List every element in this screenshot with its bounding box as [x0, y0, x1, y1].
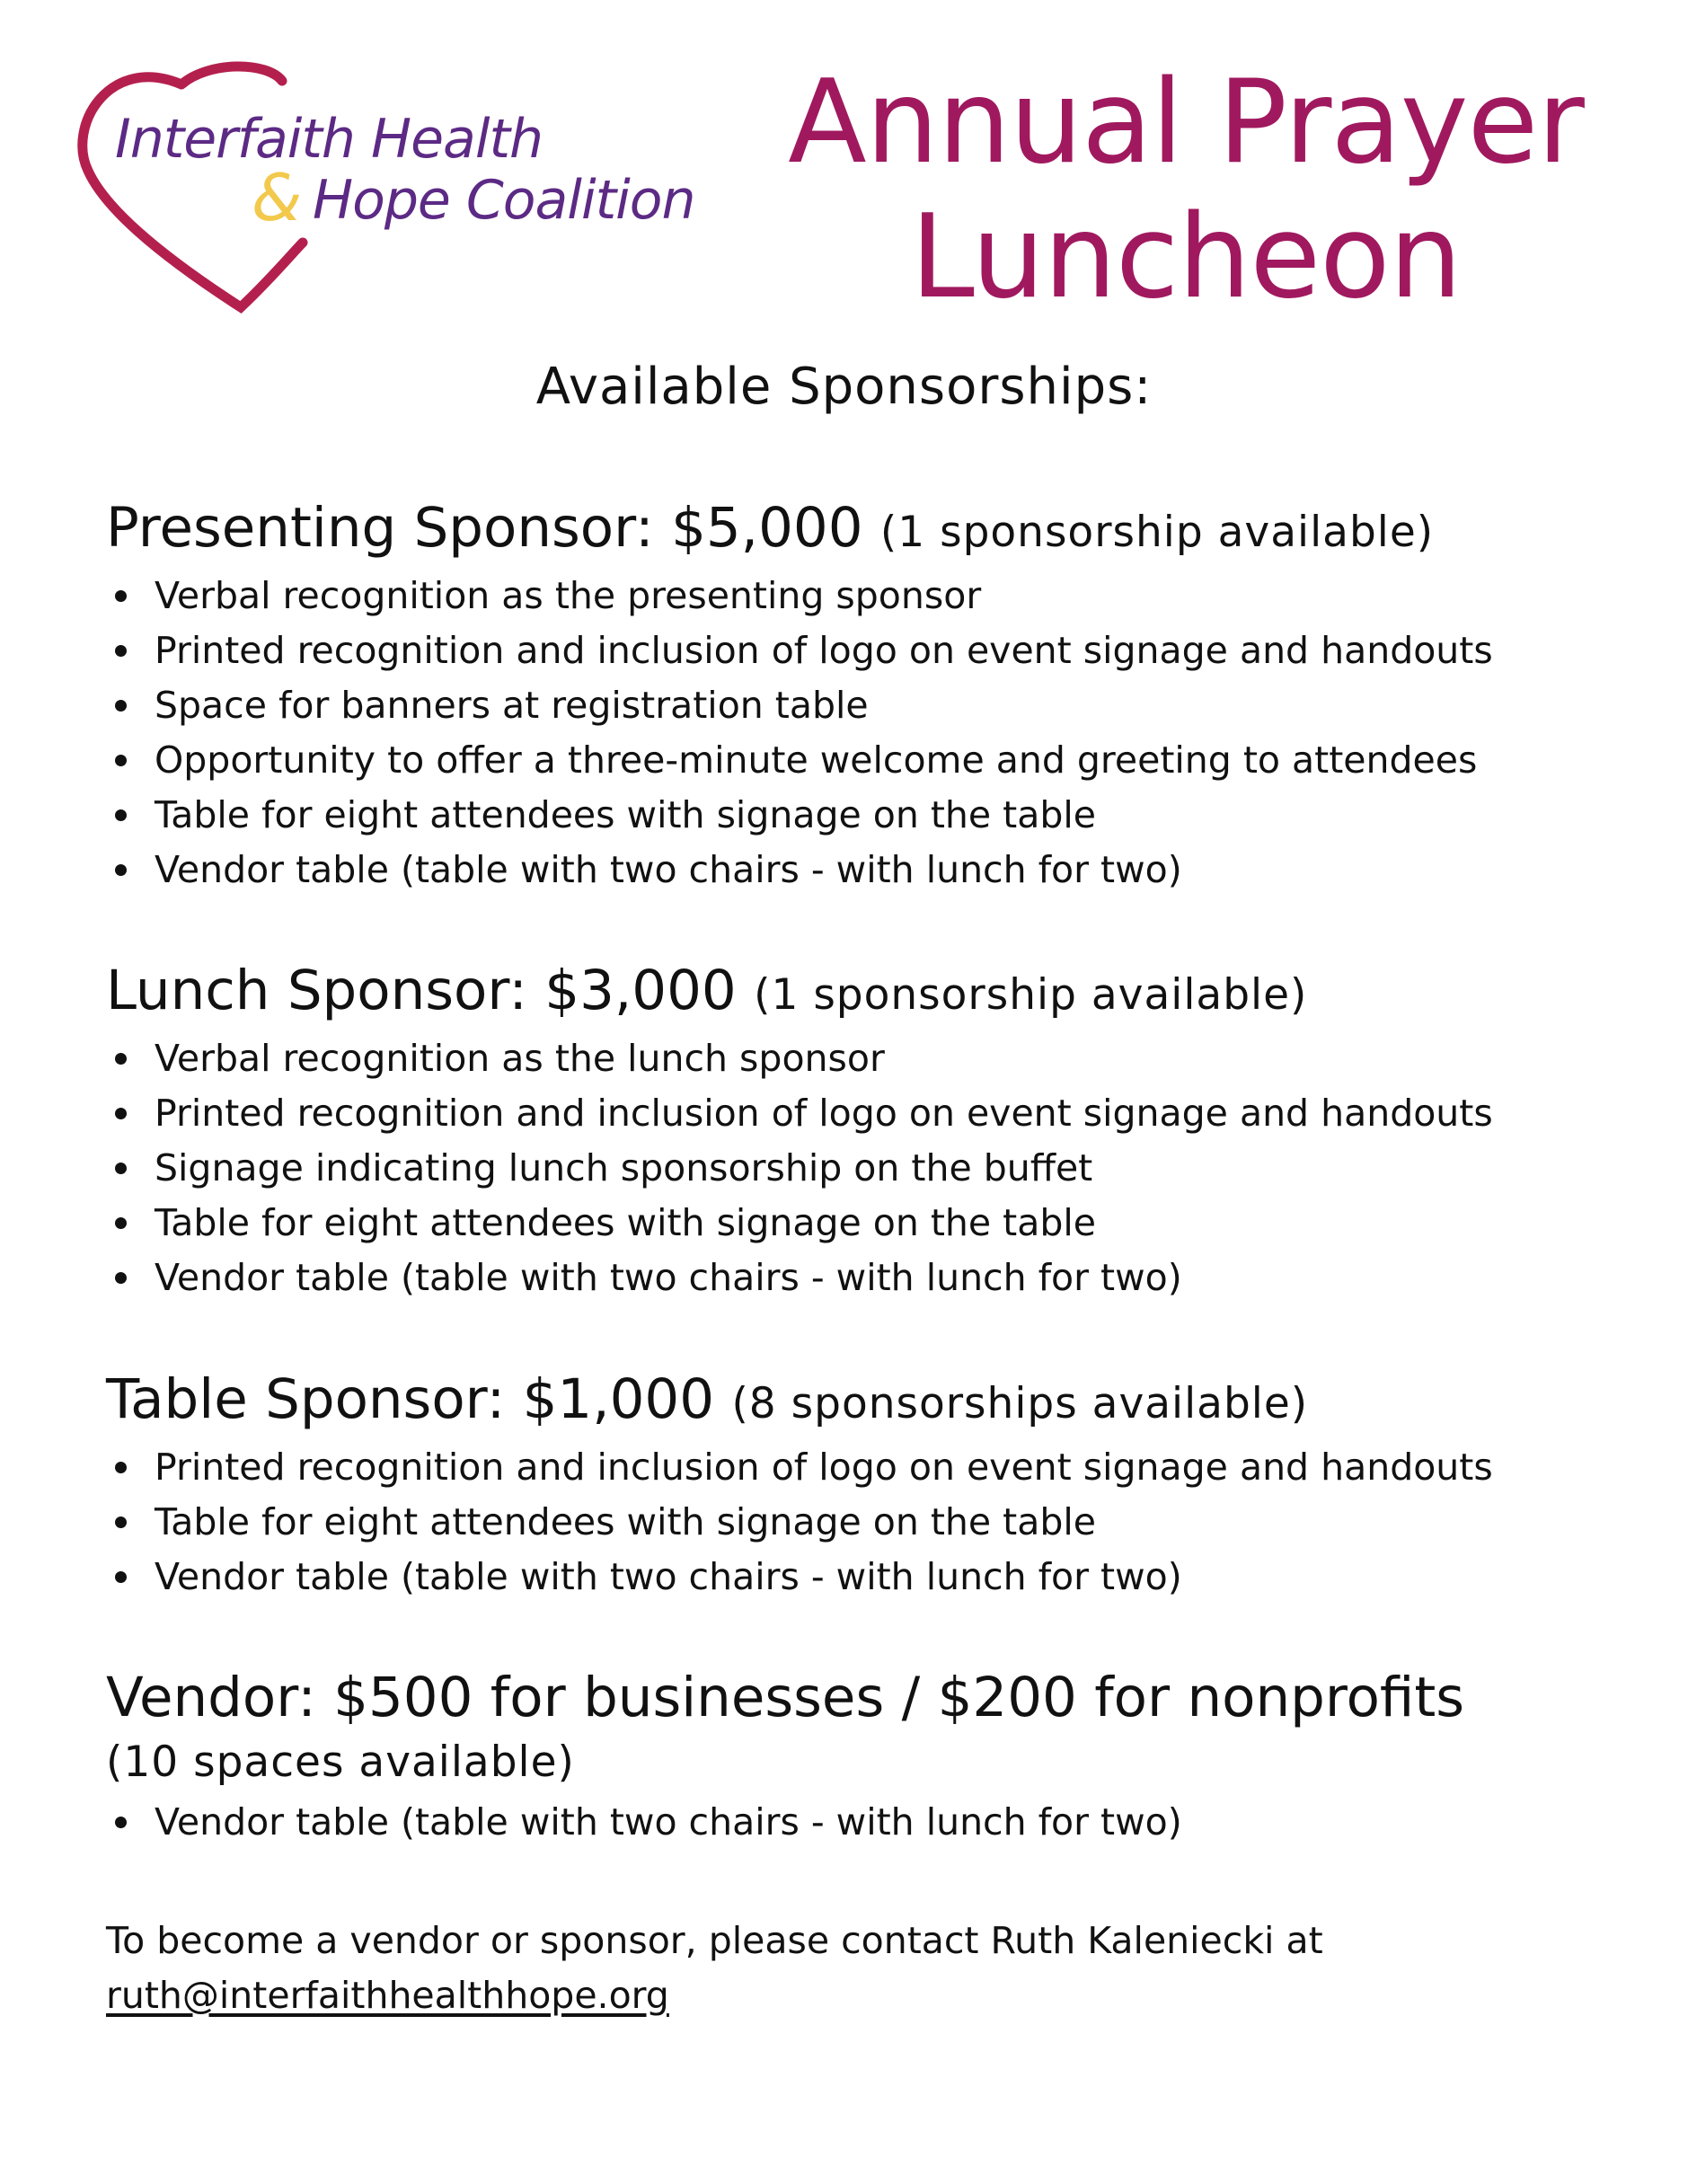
list-item-text: Printed recognition and inclusion of logo on event signage and handouts: [155, 1092, 1493, 1135]
bullet-icon: [115, 864, 127, 876]
logo-text-line2-label: Hope Coalition: [313, 169, 695, 232]
benefit-list: [106, 569, 1633, 897]
list-item: [106, 1141, 1633, 1196]
logo-text-line2: [253, 169, 695, 232]
section-availability: (8 sponsorships available): [731, 1379, 1309, 1428]
list-item: [106, 733, 1633, 788]
section-vendor: [106, 1664, 1633, 1850]
bullet-icon: [115, 1053, 127, 1065]
bullet-icon: [115, 1462, 127, 1473]
list-item-text: Verbal recognition as the lunch sponsor: [155, 1037, 885, 1080]
list-item: [106, 569, 1633, 623]
bullet-icon: [115, 1571, 127, 1583]
list-item-text: Signage indicating lunch sponsorship on the buffet: [155, 1146, 1093, 1189]
list-item-text: Table for eight attendees with signage on the table: [155, 793, 1097, 836]
benefit-list: [106, 1795, 1633, 1850]
section-availability: (1 sponsorship available): [879, 508, 1435, 557]
page-title-line1: Annual Prayer: [788, 56, 1584, 190]
section-title: Vendor: $500 for businesses / $200 for nonprofits: [106, 1666, 1465, 1729]
page-title-line2: Luncheon: [910, 190, 1462, 324]
list-item: [106, 678, 1633, 733]
section-heading: [106, 494, 1633, 567]
list-item-text: Printed recognition and inclusion of logo on event signage and handouts: [155, 1446, 1493, 1489]
list-item: [106, 623, 1633, 678]
contact-text: To become a vendor or sponsor, please contact Ruth Kaleniecki at: [106, 1919, 1323, 1962]
section-table-sponsor: [106, 1366, 1633, 1605]
list-item-text: Space for banners at registration table: [155, 684, 869, 727]
list-item: [106, 1795, 1633, 1850]
section-title: Table Sponsor: $1,000: [106, 1367, 715, 1431]
list-item-text: Table for eight attendees with signage on the table: [155, 1201, 1097, 1244]
list-item-text: Verbal recognition as the presenting sponsor: [155, 574, 982, 617]
benefit-list: [106, 1031, 1633, 1305]
section-availability: (10 spaces available): [106, 1737, 575, 1787]
list-item: [106, 1251, 1633, 1305]
section-heading: [106, 1366, 1633, 1438]
bullet-icon: [115, 1272, 127, 1284]
logo-ampersand: &: [252, 160, 303, 235]
list-item: [106, 1550, 1633, 1605]
list-item-text: Printed recognition and inclusion of logo on event signage and handouts: [155, 629, 1493, 672]
page-title: [710, 56, 1662, 325]
bullet-icon: [115, 700, 127, 712]
contact-email-link[interactable]: ruth@interfaithhealthhope.org: [106, 1974, 669, 2017]
bullet-icon: [115, 1108, 127, 1119]
list-item-text: Vendor table (table with two chairs - with lunch for two): [155, 1256, 1182, 1299]
list-item-text: Vendor table (table with two chairs - with lunch for two): [155, 848, 1182, 891]
list-item: [106, 788, 1633, 843]
bullet-icon: [115, 755, 127, 766]
benefit-list: [106, 1440, 1633, 1605]
list-item-text: Table for eight attendees with signage on the table: [155, 1500, 1097, 1543]
section-presenting-sponsor: [106, 494, 1633, 897]
list-item: [106, 1196, 1633, 1251]
section-title: Presenting Sponsor: $5,000: [106, 496, 863, 560]
subtitle: Available Sponsorships:: [535, 358, 1153, 416]
section-title: Lunch Sponsor: $3,000: [106, 959, 737, 1022]
list-item: [106, 1440, 1633, 1495]
list-item-text: Opportunity to offer a three-minute welcome and greeting to attendees: [155, 738, 1478, 782]
list-item: [106, 1031, 1633, 1086]
contact-block: [106, 1914, 1633, 2023]
list-item: [106, 1086, 1633, 1141]
coalition-logo: [74, 54, 703, 323]
logo-text-line1: Interfaith Health: [115, 108, 544, 171]
bullet-icon: [115, 809, 127, 821]
list-item: [106, 1495, 1633, 1550]
bullet-icon: [115, 590, 127, 602]
section-lunch-sponsor: [106, 957, 1633, 1305]
list-item: [106, 843, 1633, 897]
bullet-icon: [115, 645, 127, 657]
bullet-icon: [115, 1217, 127, 1229]
bullet-icon: [115, 1817, 127, 1828]
bullet-icon: [115, 1163, 127, 1174]
bullet-icon: [115, 1516, 127, 1528]
list-item-text: Vendor table (table with two chairs - with lunch for two): [155, 1555, 1182, 1598]
section-availability: (1 sponsorship available): [754, 970, 1308, 1020]
list-item-text: Vendor table (table with two chairs - with lunch for two): [155, 1800, 1182, 1844]
section-heading: [106, 1664, 1633, 1732]
section-heading: [106, 957, 1633, 1030]
